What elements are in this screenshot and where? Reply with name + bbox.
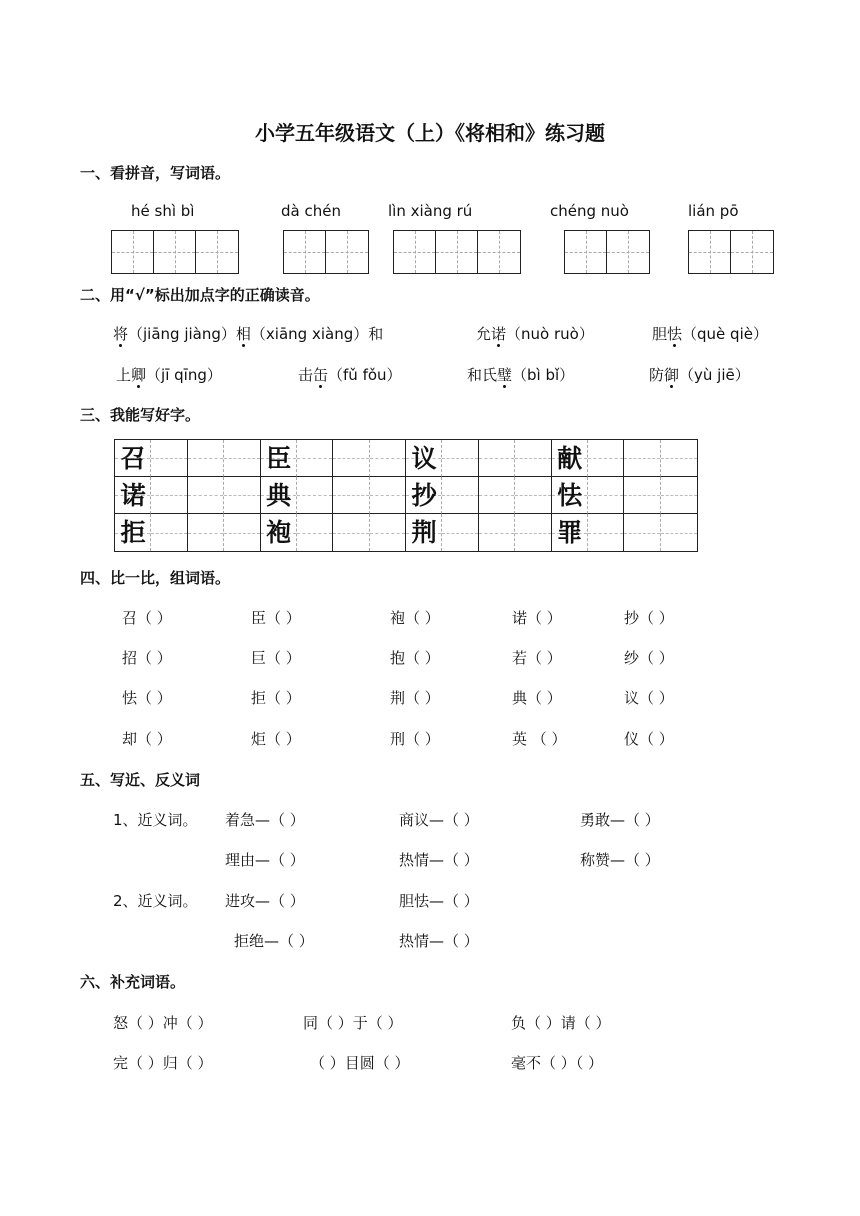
practice-cell[interactable] — [515, 514, 551, 551]
practice-cell[interactable] — [624, 440, 660, 477]
reading-item: 上卿（jī qīng） — [116, 366, 222, 384]
practice-cell[interactable] — [151, 440, 187, 477]
practice-cell[interactable] — [661, 440, 697, 477]
compare-item: 议（ ） — [624, 689, 674, 707]
compare-item: 招（ ） — [122, 649, 172, 667]
section-6-heading: 六、补充词语。 — [80, 973, 186, 991]
model-character: 怯 — [557, 481, 583, 510]
reading-item: 胆怯（què qiè） — [652, 325, 768, 343]
practice-cell[interactable] — [515, 477, 551, 514]
compare-item: 召（ ） — [122, 609, 172, 627]
fill-item: 负（ ）请（ ） — [511, 1014, 611, 1032]
practice-cell[interactable] — [406, 440, 442, 477]
practice-cell[interactable] — [588, 514, 624, 551]
practice-cell[interactable] — [661, 514, 697, 551]
practice-cell[interactable] — [442, 440, 478, 477]
practice-cell[interactable] — [333, 477, 369, 514]
compare-item: 仪（ ） — [624, 730, 674, 748]
compare-item: 炬（ ） — [251, 730, 301, 748]
reading-item: 允诺（nuò ruò） — [476, 325, 594, 343]
compare-item: 袍（ ） — [390, 609, 440, 627]
practice-cell[interactable] — [588, 440, 624, 477]
practice-cell[interactable] — [115, 477, 151, 514]
character-practice-grid[interactable] — [114, 439, 698, 552]
practice-cell[interactable] — [224, 477, 260, 514]
compare-item: 若（ ） — [512, 649, 562, 667]
practice-cell[interactable] — [406, 514, 442, 551]
section-3-heading: 三、我能写好字。 — [80, 406, 201, 424]
compare-item: 怯（ ） — [122, 689, 172, 707]
reading-item: 防御（yù jiē） — [649, 366, 750, 384]
model-character: 拒 — [120, 518, 146, 547]
compare-item: 臣（ ） — [251, 609, 301, 627]
synonym-label-1: 1、近义词。 — [113, 811, 198, 829]
practice-cell[interactable] — [442, 514, 478, 551]
practice-cell[interactable] — [370, 477, 406, 514]
practice-cell[interactable] — [224, 514, 260, 551]
reading-item: 击缶（fǔ fǒu） — [298, 366, 402, 384]
writing-grid-4[interactable] — [564, 230, 650, 274]
pinyin-5: lián pō — [688, 202, 739, 220]
synonym-item: 理由—（ ） — [225, 851, 305, 869]
writing-grid-2[interactable] — [283, 230, 369, 274]
reading-item: 和氏璧（bì bǐ） — [467, 366, 575, 384]
practice-cell[interactable] — [224, 440, 260, 477]
writing-grid-3[interactable] — [393, 230, 521, 274]
compare-item: 诺（ ） — [512, 609, 562, 627]
practice-cell[interactable] — [479, 477, 515, 514]
fill-item: 完（ ）归（ ） — [113, 1054, 213, 1072]
model-character: 献 — [557, 444, 583, 473]
practice-cell[interactable] — [151, 477, 187, 514]
practice-cell[interactable] — [624, 514, 660, 551]
reading-item: 将（jiāng jiàng）相（xiāng xiàng）和 — [113, 325, 384, 343]
model-character: 抄 — [411, 481, 437, 510]
model-character: 荆 — [411, 518, 437, 547]
pinyin-1: hé shì bì — [131, 202, 195, 220]
fill-item: 同（ ）于（ ） — [303, 1014, 403, 1032]
model-character: 议 — [411, 444, 437, 473]
compare-item: 英 （ ） — [512, 730, 567, 748]
practice-cell[interactable] — [515, 440, 551, 477]
fill-item: （ ）目圆（ ） — [310, 1054, 410, 1072]
practice-cell[interactable] — [261, 477, 297, 514]
practice-cell[interactable] — [624, 477, 660, 514]
compare-item: 巨（ ） — [251, 649, 301, 667]
practice-cell[interactable] — [115, 440, 151, 477]
section-2-heading: 二、用“√”标出加点字的正确读音。 — [80, 286, 320, 304]
pinyin-2: dà chén — [281, 202, 341, 220]
practice-cell[interactable] — [297, 440, 333, 477]
practice-cell[interactable] — [333, 514, 369, 551]
synonym-item: 拒绝—（ ） — [234, 932, 314, 950]
practice-cell[interactable] — [479, 514, 515, 551]
synonym-item: 商议—（ ） — [399, 811, 479, 829]
practice-cell[interactable] — [188, 514, 224, 551]
synonym-item: 热情—（ ） — [399, 851, 479, 869]
fill-item: 毫不（ ）（ ） — [511, 1054, 604, 1072]
synonym-item: 称赞—（ ） — [580, 851, 660, 869]
practice-cell[interactable] — [188, 440, 224, 477]
model-character: 召 — [120, 444, 146, 473]
practice-cell[interactable] — [261, 440, 297, 477]
section-5-heading: 五、写近、反义词 — [80, 771, 201, 789]
synonym-item: 热情—（ ） — [399, 932, 479, 950]
compare-item: 却（ ） — [122, 730, 172, 748]
synonym-item: 着急—（ ） — [225, 811, 305, 829]
writing-grid-5[interactable] — [688, 230, 774, 274]
practice-cell[interactable] — [552, 477, 588, 514]
practice-cell[interactable] — [479, 440, 515, 477]
practice-cell[interactable] — [115, 514, 151, 551]
section-1-heading: 一、看拼音，写词语。 — [80, 164, 231, 182]
practice-cell[interactable] — [552, 440, 588, 477]
practice-cell[interactable] — [297, 477, 333, 514]
compare-item: 刑（ ） — [390, 730, 440, 748]
practice-cell[interactable] — [406, 477, 442, 514]
model-character: 袍 — [266, 518, 292, 547]
pinyin-4: chéng nuò — [550, 202, 629, 220]
pinyin-3: lìn xiàng rú — [388, 202, 473, 220]
practice-cell[interactable] — [188, 477, 224, 514]
section-4-heading: 四、比一比，组词语。 — [80, 569, 231, 587]
practice-cell[interactable] — [588, 477, 624, 514]
compare-item: 拒（ ） — [251, 689, 301, 707]
practice-cell[interactable] — [370, 514, 406, 551]
practice-cell[interactable] — [151, 514, 187, 551]
model-character: 诺 — [120, 481, 146, 510]
compare-item: 荆（ ） — [390, 689, 440, 707]
practice-cell[interactable] — [297, 514, 333, 551]
compare-item: 典（ ） — [512, 689, 562, 707]
practice-cell[interactable] — [552, 514, 588, 551]
model-character: 典 — [266, 481, 292, 510]
compare-item: 抄（ ） — [624, 609, 674, 627]
model-character: 罪 — [557, 518, 583, 547]
synonym-label-2: 2、近义词。 — [113, 892, 198, 910]
model-character: 臣 — [266, 444, 292, 473]
practice-cell[interactable] — [333, 440, 369, 477]
practice-cell[interactable] — [261, 514, 297, 551]
fill-item: 怒（ ）冲（ ） — [113, 1014, 213, 1032]
synonym-item: 胆怯—（ ） — [399, 892, 479, 910]
compare-item: 抱（ ） — [390, 649, 440, 667]
page-title: 小学五年级语文（上）《将相和》练习题 — [255, 121, 605, 145]
practice-cell[interactable] — [661, 477, 697, 514]
compare-item: 纱（ ） — [624, 649, 674, 667]
practice-cell[interactable] — [370, 440, 406, 477]
practice-cell[interactable] — [442, 477, 478, 514]
writing-grid-1[interactable] — [111, 230, 239, 274]
synonym-item: 进攻—（ ） — [225, 892, 305, 910]
synonym-item: 勇敢—（ ） — [580, 811, 660, 829]
